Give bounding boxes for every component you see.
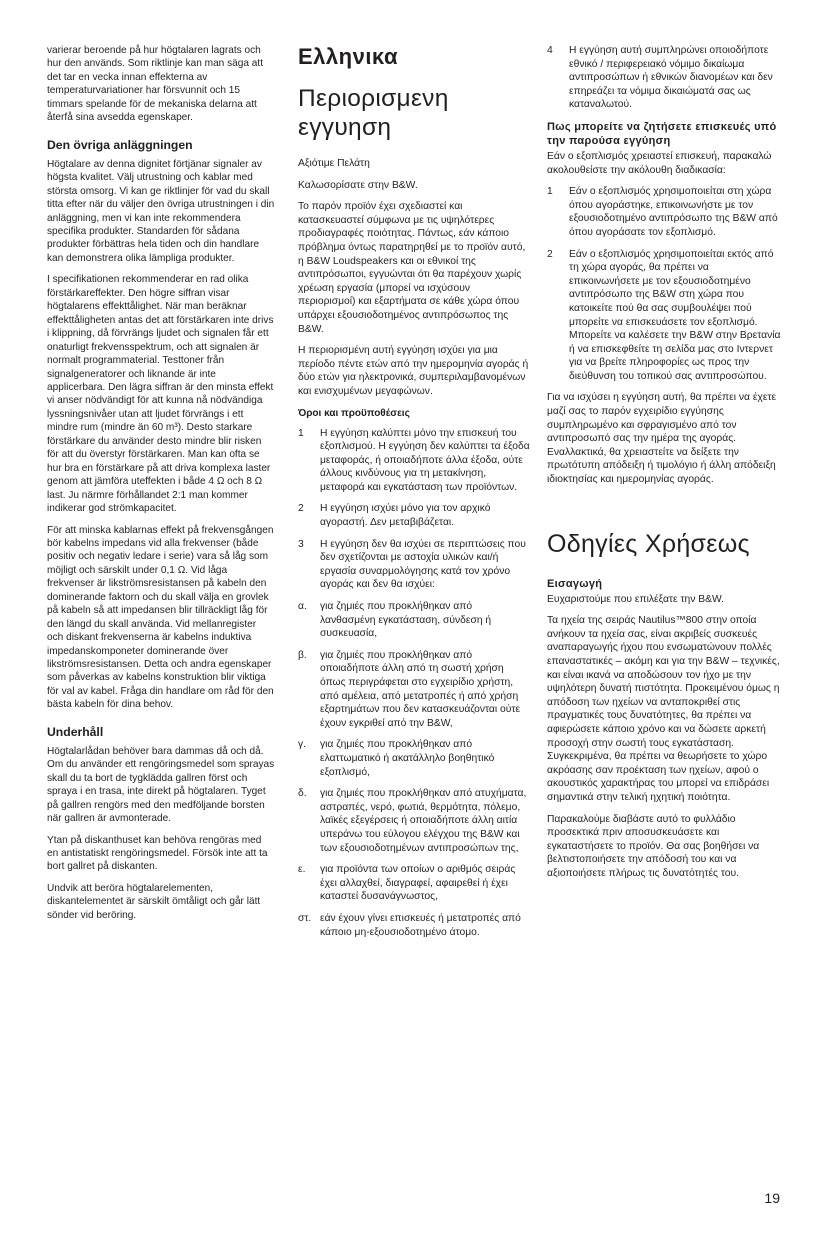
- heading-maintenance: Underhåll: [47, 724, 104, 739]
- list-marker: 2: [298, 503, 304, 515]
- list-text: για ζημιές που προκλήθηκαν από ελαττωματικό ή ακατάλληλο βοηθητικό εξοπλισμό,: [320, 739, 495, 778]
- terms-heading: Όροι και προϋποθέσεις: [298, 407, 410, 419]
- list-marker: 4: [547, 45, 553, 56]
- paragraph-product-quality: Το παρόν προϊόν έχει σχεδιαστεί και κατασκευαστεί σύμφωνα με τις υψηλότερες προδιαγραφές ποιότητας. Πάντως, εάν κάποιο πρόβλημα όντως παρατηρηθεί με το προϊόν αυτό, η B&W Loudspeakers και οι εθνικοί της αντιπρόσωποι, εγγυώνται ότι θα παρέχουν χωρίς χρέωση εργασία (μπορεί να ισχύσουν περιορισμοί) και εξαρτήματα σε κάθε χώρα όπου υπάρχει εξουσιοδοτημένος αντιπρόσωπος της B&W.: [298, 201, 526, 335]
- terms-list: [298, 427, 530, 940]
- paragraph-warranty-validity: Για να ισχύσει η εγγύηση αυτή, θα πρέπει να έχετε μαζί σας το παρόν εγχειρίδιο εγγύησης συμπληρωμένο και σφραγισμένο από τον αντιπροσωπό σας την ημέρα της αγοράς. Εναλλακτικά, θα χρειαστείτε να δείξετε την πρωτότυπη απόδειξη ή τιμολόγιο ή άλλη απόδειξη ιδιοκτησίας και ημερομηνίας αγοράς.: [547, 392, 777, 486]
- paragraph-drive-units: Undvik att beröra högtalarelementen, diskantelementet är särskilt ömtåligt och går lätt sönder vid beröring.: [47, 882, 261, 921]
- list-item: [298, 502, 530, 529]
- list-marker: β.: [298, 649, 307, 661]
- paragraph-amplifier: I specifikationen rekommenderar en rad olika förstärkareffekter. Den högre siffran visar högtalarens effekttålighet. När man beräknar effekttåligheten antas det att förstärkaren inte drivs i klippning, då förvrängs ljudet och signalen får ett onaturligt frekvensspektrum, och att signalen är normalt programmaterial. Testtoner från signalgeneratorer och liknande är inte applicerbara. Den lägra siffran är den minsta effekt vi anser nödvändigt för att kunna nå nödvändiga lyssningsnivåer utan att ljudet förvrängs i ett mindre rum (mindre än 60 m³). Desto starkare förstärkare du använder desto mindre blir risken för att du överstyr förstärkaren. Man kan ofta se hur bra en förstärkare på att driva komplexa laster genom att jämföra uteffekten i både 4 Ω och 8 Ω last. Ju närmre förhållandet 2:1 man kommer indikerar god strömkapacitet.: [47, 274, 274, 515]
- list-marker: γ.: [298, 739, 307, 751]
- greek-instructions-column: [547, 44, 782, 889]
- paragraph-intro: varierar beroende på hur högtalaren lagrats och hur den används. Som riktlinje kan man säga att det tar en vecka innan effekterna av temperaturvariationer har försvunnit och 15 timmars spelande för de mekaniska delarna att återfå sina avsedda egenskaper.: [47, 45, 264, 124]
- paragraph-thanks: Ευχαριστούμε που επιλέξατε την B&W.: [547, 593, 724, 605]
- list-text: εάν έχουν γίνει επισκευές ή μετατροπές από κάποιο μη-εξουσιοδοτημένο άτομο.: [320, 912, 521, 938]
- paragraph-warranty-period: Η περιορισμένη αυτή εγγύηση ισχύει για μια περίοδο πέντε ετών από την ημερομηνία αγοράς ή δύο ετών για ηλεκτρονικά, συμπεριλαμβανομένων και ενισχυμένων μεγαφώνων.: [298, 345, 529, 397]
- list-marker: 1: [547, 186, 553, 198]
- list-text: Η εγγύηση καλύπτει μόνο την επισκευή του εξοπλισμού. Η εγγύηση δεν καλύπτει τα έξοδα μεταφοράς, ή οποιαδήποτε άλλα έξοδα, ούτε άλλους κινδύνους για τη μετακίνηση, μεταφορά και εγκατάσταση των προϊόντων.: [320, 427, 530, 493]
- list-item: [298, 787, 530, 855]
- paragraph-repair-intro: Εάν ο εξοπλισμός χρειαστεί επισκευή, παρακαλώ ακολουθείστε την ακόλουθη διαδικασία:: [547, 150, 772, 176]
- list-text: για ζημιές που προκλήθηκαν από ατυχήματα, αστραπές, νερό, φωτιά, θερμότητα, πόλεμο, λαϊκές εξεγέρσεις ή οποιαδήποτε άλλη αιτία υπεράνω του εύλογου ελέγχου της B&W και των εξουσιοδοτημένων αντιπροσώπων της,: [320, 788, 527, 854]
- swedish-column: [47, 44, 275, 930]
- list-text: για προϊόντα των οποίων ο αριθμός σειράς έχει αλλαχθεί, διαγραφεί, αφαιρεθεί ή έχει καταστεί δυσανάγνωστος,: [320, 864, 516, 903]
- list-item: [298, 600, 530, 641]
- paragraph-cables: För att minska kablarnas effekt på frekvensgången bör kabelns impedans vid alla frekvenser (både positiv och negativ ledare i serie) vara så låg som möjligt och särskilt under 0,1 Ω. Vid låga frekvenser är likströmsresistansen på kabeln den dominerande faktorn och du skall välja en grovlek på kabeln så att impedansen blir tillräckligt låg för den längd du skall använda. Vid mellanregister och diskant frekvenserna är kabelns induktiva impedanskomponeter dominerande över likströmsresistansen. Detta och andra egenskaper som påverkas av kabelns konstruktion blir viktiga för val av kabel. Fråga din handlare om råd för den bästa kabeln för dina behov.: [47, 524, 274, 711]
- list-marker: 1: [298, 427, 304, 439]
- repair-heading: Πως μπορείτε να ζητήσετε επισκευές υπό την παρούσα εγγύηση: [547, 120, 777, 147]
- list-marker: ε.: [298, 864, 306, 876]
- page-number: 19: [764, 1190, 780, 1206]
- list-marker: 3: [298, 538, 304, 550]
- list-marker: α.: [298, 601, 307, 613]
- list-text: Εάν ο εξοπλισμός χρησιμοποιείται στη χώρα όπου αγοράστηκε, επικοινωνήστε με τον εξουσιοδοτημένο αντιπρόσωπο της B&W από όπου αγοράσατε τον εξοπλισμό.: [569, 186, 778, 238]
- list-marker: 2: [547, 248, 553, 260]
- list-item: [298, 427, 530, 495]
- paragraph-tweeter-cleaning: Ytan på diskanthuset kan behöva rengöras med en antistatiskt rengöringsmedel. Försök inte att ta bort gallret på diskanten.: [47, 834, 268, 873]
- instructions-title: Οδηγίες Χρήσεως: [547, 529, 750, 558]
- list-item: [547, 185, 782, 239]
- list-text: για ζημιές που προκλήθηκαν από οποιαδήποτε άλλη από τη σωστή χρήση όπως περιγράφεται στο εγχειρίδιο χρήστη, από αμέλεια, από μετατροπές ή από χρήση εξαρτημάτων που δεν κατασκευάζονται ούτε έχουν εγκριθεί από την B&W,: [320, 649, 521, 729]
- list-marker: στ.: [298, 912, 312, 924]
- repair-steps-list: [547, 185, 782, 383]
- paragraph-read-manual: Παρακαλούμε διαβάστε αυτό το φυλλάδιο προσεκτικά πριν αποσυσκευάσετε και εγκαταστήσετε το προϊόν. Θα σας βοηθήσει να βελτιστοποιήσετε την απόδοσή του και να αξιοποιήσετε πλήρως τις δυνατότητές του.: [547, 813, 760, 879]
- language-title: Ελληνικα: [298, 44, 398, 69]
- list-text: Η εγγύηση δεν θα ισχύει σε περιπτώσεις που δεν σχετίζονται με αστοχία υλικών και/ή εργασία συναρμολόγησης κατά τον χρόνο αγοράς και δεν θα ισχύει:: [320, 538, 526, 591]
- welcome-line: Καλωσορίσατε στην B&W.: [298, 179, 418, 191]
- list-text: Εάν ο εξοπλισμός χρησιμοποιείται εκτός από τη χώρα αγοράς, θα πρέπει να επικοινωνήσετε με τον εξουσιοδοτημένο αντιπρόσωπο της B&W στη χώρα που κατοικείτε πού θα σας συμβουλέψει πού μπορείτε να επισκευάσετε τον εξοπλισμό. Μπορείτε να καλέσετε την B&W στην Βρετανία ή να επισκεφθείτε τη σελίδα μας στο Ιντερνετ για να βρείτε πληροφορίες ως προς την διεύθυνση του τοπικού σας αντιπροσώπου.: [569, 248, 781, 382]
- salutation: Αξιότιμε Πελάτη: [298, 158, 370, 169]
- list-item: [298, 738, 530, 779]
- paragraph-cabinet-cleaning: Högtalarlådan behöver bara dammas då och då. Om du använder ett rengöringsmedel som sprayas skall du ta bort de tygklädda gallren först och spraya i en trasa, inte direkt på högtalaren. Tyget på gallren rengörs med den medföljande borsten när gallren är avmonterade.: [47, 745, 275, 825]
- warranty-title: Περιορισμενη εγγυηση: [298, 85, 449, 141]
- list-item: [298, 863, 530, 904]
- greek-warranty-column: [298, 44, 530, 947]
- list-text: Η εγγύηση αυτή συμπληρώνει οποιοδήποτε εθνικό / περιφερειακό νόμιμο δικαίωμα αντιπροσώπων ή εθνικών διανομέων και δεν επηρεάζει τα νόμιμα δικαιώματά σας ως καταναλωτού.: [569, 45, 773, 111]
- list-item: [298, 538, 530, 592]
- list-item: [298, 649, 530, 731]
- list-item: [547, 248, 782, 384]
- introduction-heading: Εισαγωγή: [547, 577, 603, 590]
- list-item: [547, 44, 782, 112]
- heading-other-equipment: Den övriga anläggningen: [47, 137, 193, 152]
- list-text: Η εγγύηση ισχύει μόνο για τον αρχικό αγοραστή. Δεν μεταβιβάζεται.: [320, 503, 491, 529]
- paragraph-series: Τα ηχεία της σειράς Nautilus™800 στην οποία ανήκουν τα ηχεία σας, είναι ακριβείς συσκευές αναπαραγωγής ήχου που ενσωματώνουν πολλές επαναστατικές – ακόμη και για την B&W – τεχνικές, και είναι ικανά να αποδώσουν τον ήχο με την υψηλότερη δυνατή πιστότητα. Προκειμένου όμως η απόδοση των ηχείων να ανταποκριθεί στις πραγματικές τους δυνατότητες, θα πρέπει να αφιερώσετε κάποιο χρόνο και να δώσετε αρκετή προσοχή στην σωστή τους εγκατάσταση. Συγκεκριμένα, θα πρέπει να θεωρήσετε το χώρο ακρόασης σαν προέκταση των ηχείων, αφού ο ακουστικός χαρακτήρας του μπορεί να επιδράσει σημαντικά στην τελική ηχητική ποιότητα.: [547, 615, 780, 803]
- list-marker: δ.: [298, 788, 307, 800]
- paragraph-equipment: Högtalare av denna dignitet förtjänar signaler av högsta kvalitet. Välj utrustning och kablar med största omsorg. Vi kan ge riktlinjer för vad du skall titta efter när du väljer den övriga utrustningen i din anläggning, men vi kan inte rekommendera specifika produkter. Standarden för sådana produkter förbättras hela tiden och din handlare kan demonstrera olika lämpliga produkter.: [47, 158, 275, 264]
- list-item: [298, 912, 530, 939]
- list-text: για ζημιές που προκλήθηκαν από λανθασμένη εγκατάσταση, σύνδεση ή συσκευασία,: [320, 601, 492, 640]
